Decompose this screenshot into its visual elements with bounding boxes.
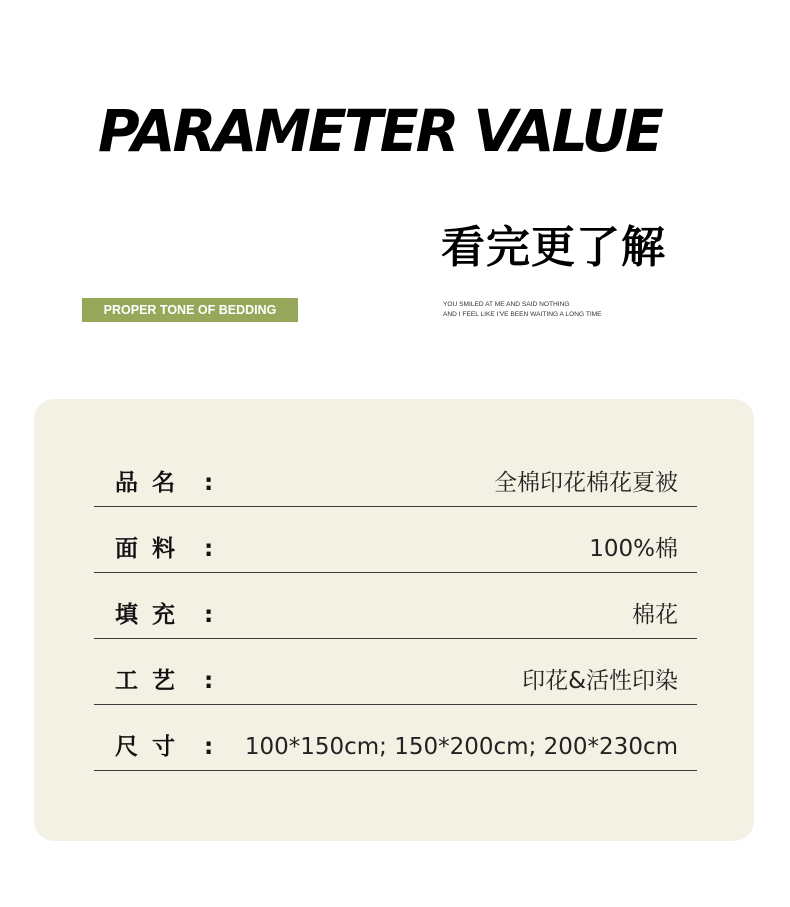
param-row-size <box>94 706 697 771</box>
param-row-filling <box>94 574 697 639</box>
param-value: 全棉印花棉花夏被 <box>494 470 678 496</box>
param-colon: : <box>204 470 214 496</box>
param-row-name <box>94 459 697 507</box>
param-colon: : <box>204 734 214 760</box>
param-label: 尺寸 <box>115 734 189 760</box>
bedding-tag-badge: PROPER TONE OF BEDDING <box>82 298 298 322</box>
param-row-fabric <box>94 508 697 573</box>
tagline-line-2: AND I FEEL LIKE I'VE BEEN WAITING A LONG TIME <box>443 311 602 318</box>
tagline <box>443 300 602 320</box>
param-colon: : <box>204 536 214 562</box>
tagline-line-1: YOU SMILED AT ME AND SAID NOTHING <box>443 301 570 308</box>
param-row-craft <box>94 640 697 705</box>
chinese-subtitle: 看完更了解 <box>441 222 666 273</box>
param-value: 100*150cm; 150*200cm; 200*230cm <box>244 734 678 760</box>
param-value: 100%棉 <box>589 536 678 562</box>
param-label: 工艺 <box>115 668 189 694</box>
param-label: 填充 <box>115 602 189 628</box>
param-label: 面料 <box>115 536 189 562</box>
param-value: 印花&活性印染 <box>522 668 678 694</box>
param-colon: : <box>204 668 214 694</box>
param-value: 棉花 <box>632 602 678 628</box>
parameter-list <box>94 459 697 772</box>
parameter-card <box>34 399 754 841</box>
param-colon: : <box>204 602 214 628</box>
param-label: 品名 <box>115 470 189 496</box>
page-title: PARAMETER VALUE <box>98 97 661 165</box>
